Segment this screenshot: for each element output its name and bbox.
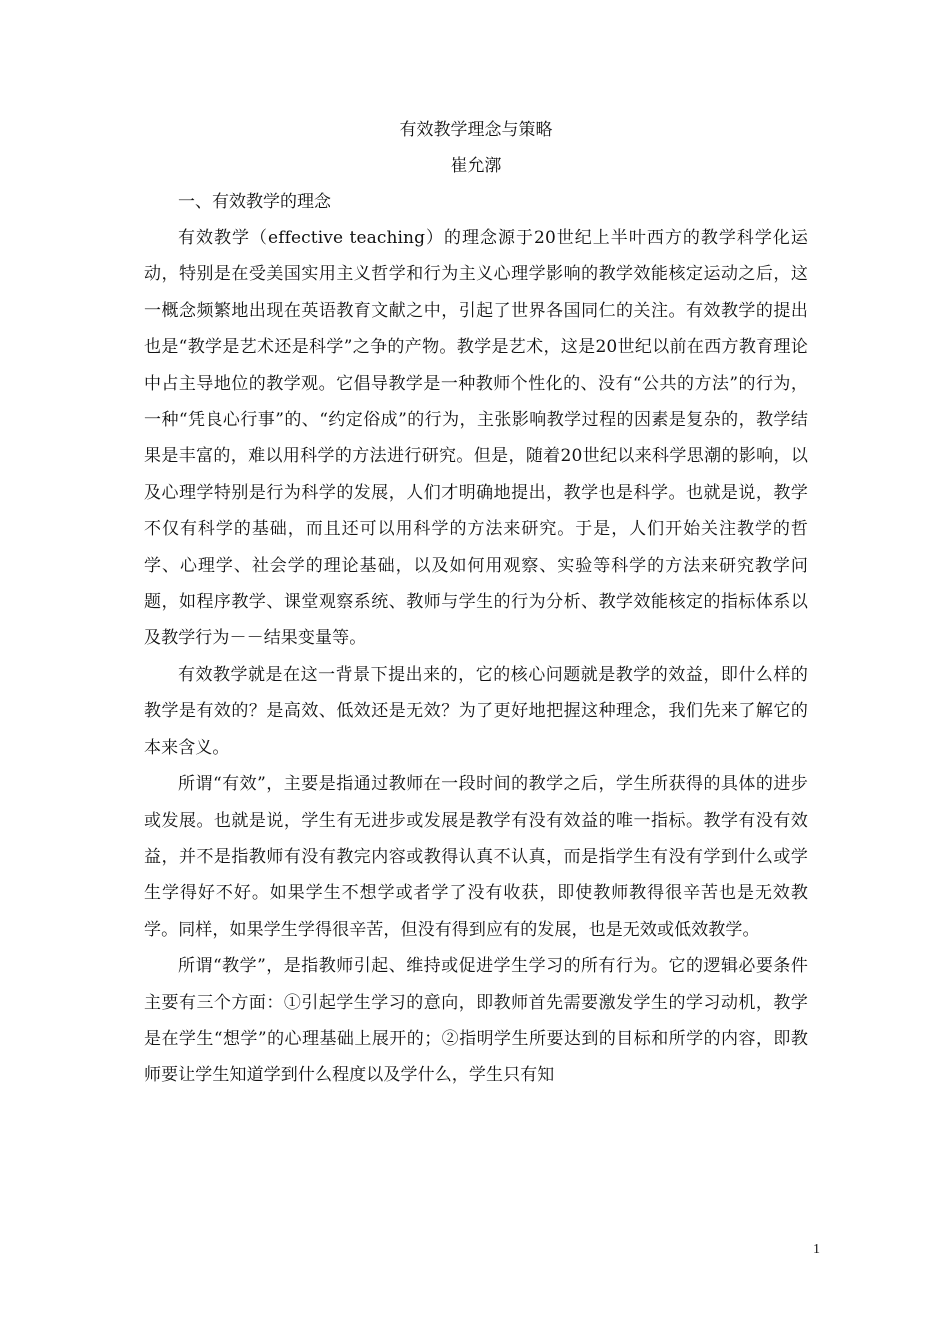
document-author: 崔允漷 bbox=[450, 156, 502, 176]
paragraph-3: 所谓“有效”，主要是指通过教师在一段时间的教学之后，学生所获得的具体的进步或发展。也就是说，学生有无进步或发展是教学有没有效益的唯一指标。教学有没有效益，并不是指教师有没有教完内容或教得认真不认真，而是指学生有没有学到什么或学生学得好不好。如果学生不想学或者学了没有收获，即使教师教得很辛苦也是无效教学。同样，如果学生学得很辛苦，但没有得到应有的发展，也是无效或低效教学。 bbox=[144, 774, 808, 940]
paragraph-2: 有效教学就是在这一背景下提出来的，它的核心问题就是教学的效益，即什么样的教学是有效的？是高效、低效还是无效？为了更好地把握这种理念，我们先来了解它的本来含义。 bbox=[144, 664, 808, 758]
document-page bbox=[144, 112, 808, 1094]
document-title: 有效教学理念与策略 bbox=[399, 120, 553, 140]
paragraph-1: 有效教学（effective teaching）的理念源于20世纪上半叶西方的教学科学化运动，特别是在受美国实用主义哲学和行为主义心理学影响的教学效能核定运动之后，这一概念频繁地出现在英语教育文献之中，引起了世界各国同仁的关注。有效教学的提出也是“教学是艺术还是科学”之争的产物。教学是艺术，这是20世纪以前在西方教育理论中占主导地位的教学观。它倡导教学是一种教师个性化的、没有“公共的方法”的行为，一种“凭良心行事”的、“约定俗成”的行为，主张影响教学过程的因素是复杂的，教学结果是丰富的，难以用科学的方法进行研究。但是，随着20世纪以来科学思潮的影响，以及心理学特别是行为科学的发展，人们才明确地提出，教学也是科学。也就是说，教学不仅有科学的基础，而且还可以用科学的方法来研究。于是，人们开始关注教学的哲学、心理学、社会学的理论基础，以及如何用观察、实验等科学的方法来研究教学问题，如程序教学、课堂观察系统、教师与学生的行为分析、教学效能核定的指标体系以及教学行为－－结果变量等。 bbox=[144, 228, 808, 649]
page-number: 1 bbox=[813, 1242, 820, 1257]
paragraph-4: 所谓“教学”，是指教师引起、维持或促进学生学习的所有行为。它的逻辑必要条件主要有三个方面：①引起学生学习的意向，即教师首先需要激发学生的学习动机，教学是在学生“想学”的心理基础上展开的；②指明学生所要达到的目标和所学的内容，即教师要让学生知道学到什么程度以及学什么，学生只有知 bbox=[144, 956, 808, 1086]
section-heading: 一、有效教学的理念 bbox=[178, 192, 331, 212]
